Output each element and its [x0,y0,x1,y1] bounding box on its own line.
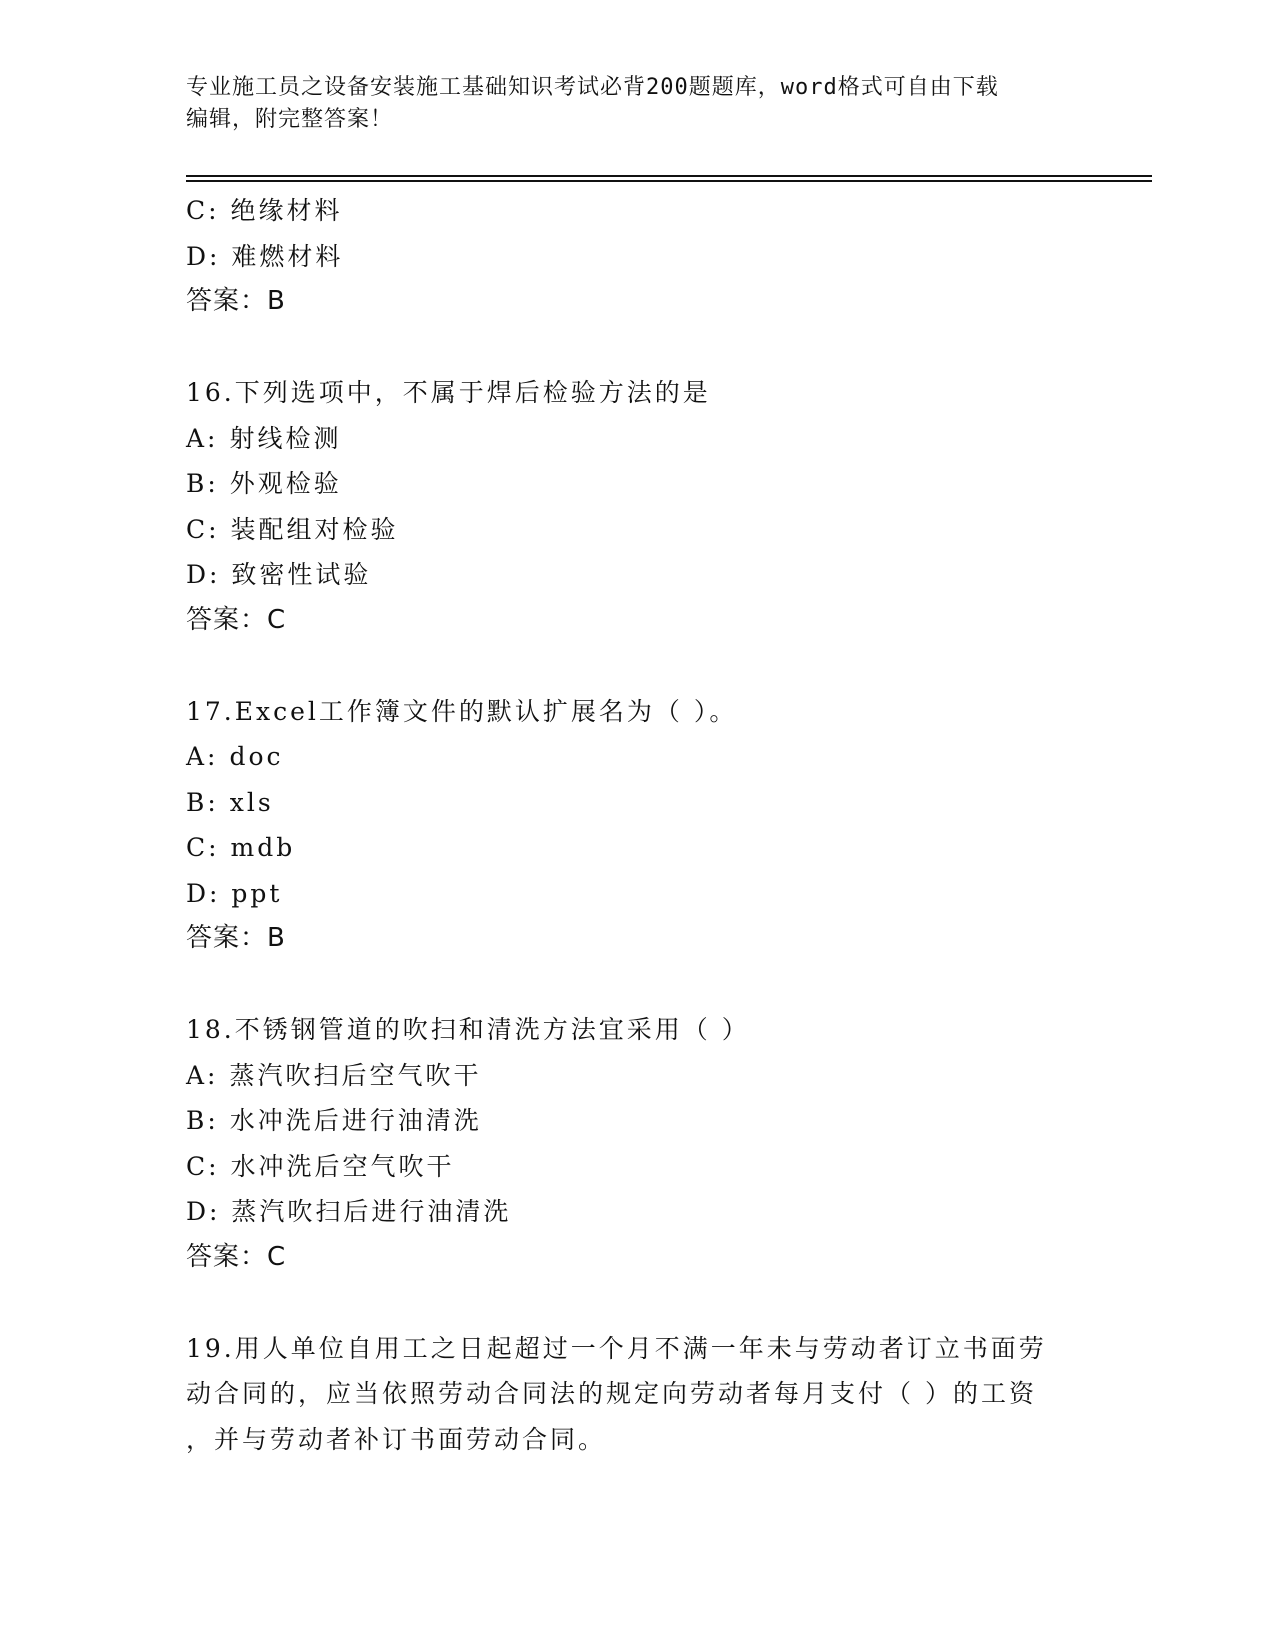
question-18 [186,1007,1086,1280]
question-19 [186,1326,1086,1463]
option-a: A: 蒸汽吹扫后空气吹干 [186,1060,482,1090]
question-17 [186,689,1086,962]
option-d: D: 蒸汽吹扫后进行油清洗 [186,1197,512,1226]
option-d: D: ppt [186,878,283,908]
answer-line: 答案：C [186,604,287,635]
option-b: B: 水冲洗后进行油清洗 [186,1106,482,1135]
option-c: C: 水冲洗后空气吹干 [186,1151,455,1181]
answer-line: 答案：C [186,1241,287,1272]
question-stem: 18.不锈钢管道的吹扫和清洗方法宜采用（ ） [186,1015,750,1044]
question-stem-line-3: ，并与劳动者补订书面劳动合同。 [186,1424,607,1454]
question-15-fragment [186,188,1086,325]
option-a: A: doc [186,742,284,771]
option-a: A: 射线检测 [186,423,342,453]
answer-line: 答案：B [186,286,286,316]
question-stem: 17.Excel工作簿文件的默认扩展名为（ ）。 [186,696,738,726]
header-divider-bottom [186,180,1152,182]
question-stem-line-1: 19.用人单位自用工之日起超过一个月不满一年未与劳动者订立书面劳 [186,1333,1047,1363]
answer-line: 答案：B [186,923,286,953]
header-line-2: 编辑，附完整答案！ [186,107,394,132]
option-c: C: mdb [186,833,296,862]
header-line-1: 专业施工员之设备安装施工基础知识考试必背200题题库，word格式可自由下载 [186,75,999,100]
page-header [186,72,1066,136]
header-divider-top [186,175,1152,177]
question-content [186,188,1086,1462]
option-b: B: 外观检验 [186,469,342,498]
option-d: D: 致密性试验 [186,560,372,589]
question-stem-line-2: 动合同的，应当依照劳动合同法的规定向劳动者每月支付（ ）的工资 [186,1379,1037,1408]
option-c: C: 装配组对检验 [186,514,399,544]
option-c: C: 绝缘材料 [186,196,343,225]
option-d: D: 难燃材料 [186,241,344,271]
question-stem: 16.下列选项中，不属于焊后检验方法的是 [186,378,711,407]
question-16 [186,370,1086,643]
option-b: B: xls [186,787,274,817]
